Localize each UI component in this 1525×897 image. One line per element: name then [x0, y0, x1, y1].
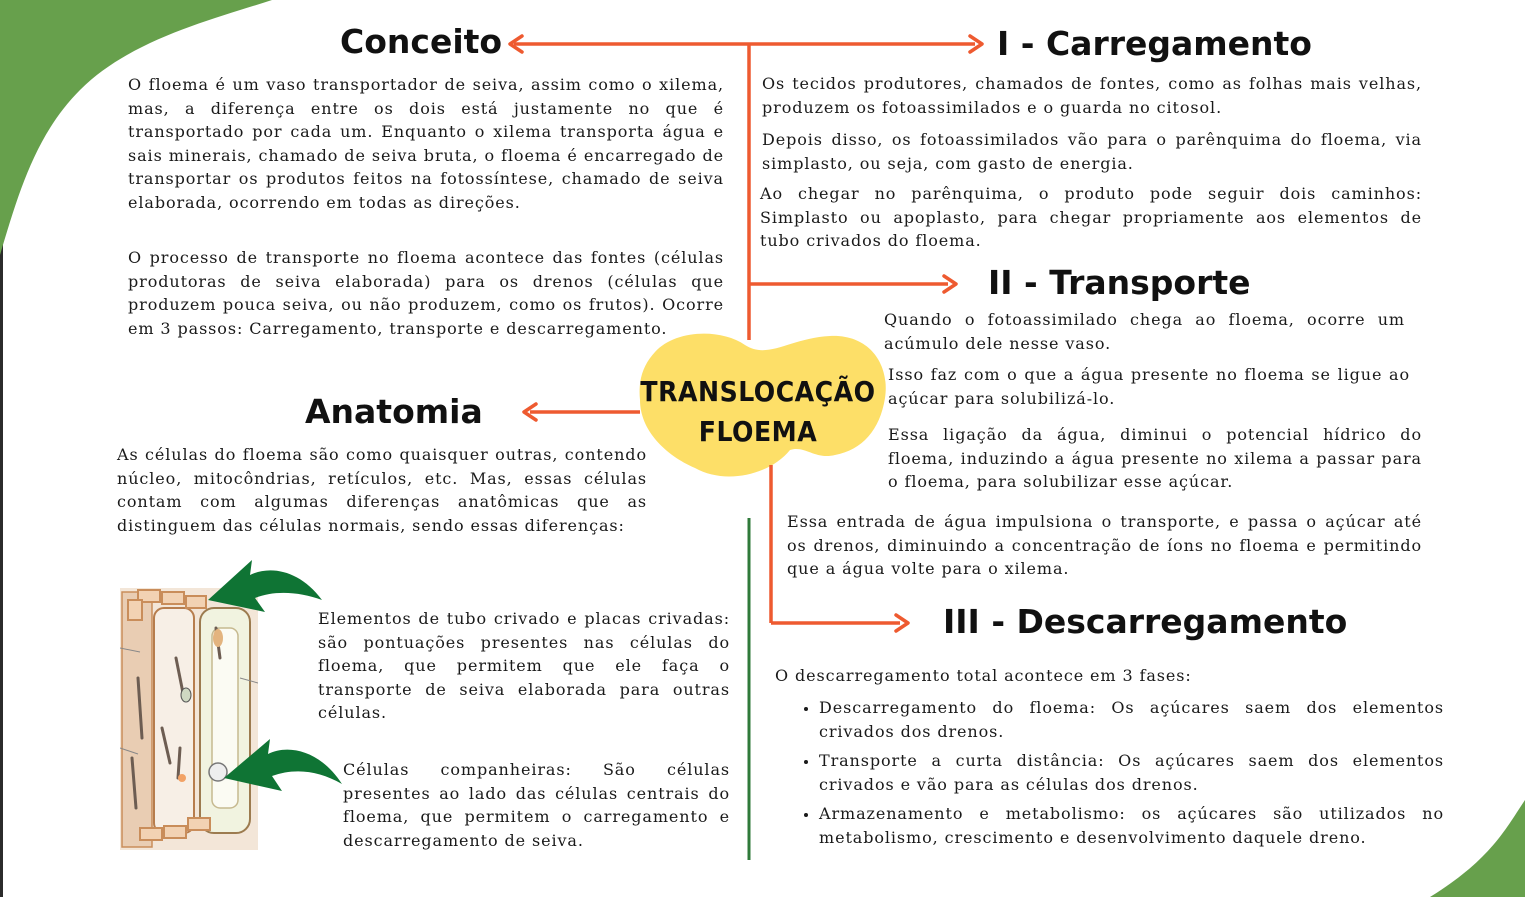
- pointer-arrow-upper: [208, 560, 322, 612]
- transporte-paragraph-3: Essa ligação da água, diminui o potencial hídrico do floema, induzindo a água presente no xilema a passar para o floema, para solubilizar esse açúcar.: [888, 425, 1422, 491]
- anatomia-companion-cells: Células companheiras: São células presentes ao lado das células centrais do floema, que permitem o carregamento e descarregamento de seiva.: [343, 760, 730, 850]
- transporte-heading: II - Transporte: [988, 263, 1251, 302]
- conceito-paragraph-2: O processo de transporte no floema acontece das fontes (células produtoras de seiva elaborada) para os drenos (células que produzem pouca seiva, ou não produzem, como os frutos). Ocorre em 3 passos: Carregamento, transporte e descarregamento.: [128, 248, 724, 338]
- carregamento-paragraph-3: Ao chegar no parênquima, o produto pode seguir dois caminhos: Simplasto ou apoplasto, para chegar propriamente aos elementos de tubo crivados do floema.: [760, 184, 1422, 250]
- center-title-line2: FLOEMA: [698, 415, 818, 448]
- descarregamento-intro: O descarregamento total acontece em 3 fases:: [775, 666, 1192, 685]
- descarregamento-step: • Armazenamento e metabolismo: os açúcares são utilizados no metabolismo, crescimento e desenvolvimento daquele dreno.: [819, 802, 1444, 849]
- descarregamento-steps: [797, 696, 1444, 855]
- carregamento-paragraph-1: Os tecidos produtores, chamados de fontes, como as folhas mais velhas, produzem os fotoassimilados e o guarda no citosol.: [762, 74, 1422, 117]
- carregamento-paragraph-2: Depois disso, os fotoassimilados vão para o parênquima do floema, via simplasto, ou seja, com gasto de energia.: [762, 130, 1422, 173]
- descarregamento-step: • Descarregamento do floema: Os açúcares saem dos elementos crivados dos drenos.: [819, 696, 1444, 743]
- conceito-heading: Conceito: [340, 22, 503, 61]
- transporte-paragraph-2: Isso faz com o que a água presente no floema se ligue ao açúcar para solubilizá-lo.: [888, 365, 1410, 408]
- anatomia-intro: As células do floema são como quaisquer outras, contendo núcleo, mitocôndrias, retículos, etc. Mas, essas células contam com algumas diferenças anatômicas que as distinguem das células normais, sendo essas diferenças:: [117, 445, 647, 535]
- pointer-arrow-lower: [224, 739, 342, 791]
- transporte-paragraph-1: Quando o fotoassimilado chega ao floema, ocorre um acúmulo dele nesse vaso.: [884, 310, 1405, 353]
- center-title-line1: TRANSLOCAÇÃO: [640, 375, 876, 408]
- carregamento-heading: I - Carregamento: [997, 24, 1312, 63]
- conceito-paragraph-1: O floema é um vaso transportador de seiva, assim como o xilema, mas, a diferença entre os dois está justamente no que é transportado por cada um. Enquanto o xilema transporta água e sais minerais, chamado de seiva bruta, o floema é encarregado de transportar os produtos feitos na fotossíntese, chamado de seiva elaborada, ocorrendo em todas as direções.: [128, 75, 724, 212]
- descarregamento-heading: III - Descarregamento: [943, 602, 1348, 641]
- anatomia-sieve-elements: Elementos de tubo crivado e placas crivadas: são pontuações presentes nas células do floema, que permitem que ele faça o transporte de seiva elaborada para outras células.: [318, 609, 730, 722]
- center-title: [636, 372, 880, 452]
- anatomia-heading: Anatomia: [305, 392, 483, 431]
- transporte-paragraph-4: Essa entrada de água impulsiona o transporte, e passa o açúcar até os drenos, diminuindo a concentração de íons no floema e permitindo que a água volte para o xilema.: [787, 512, 1422, 578]
- descarregamento-step: • Transporte a curta distância: Os açúcares saem dos elementos crivados e vão para as células dos drenos.: [819, 749, 1444, 796]
